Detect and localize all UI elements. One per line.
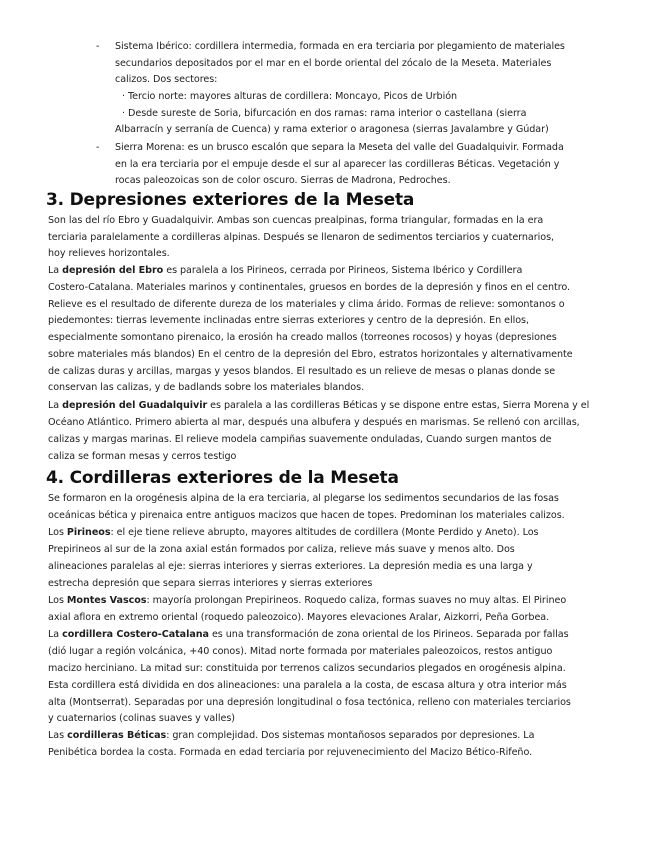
guadalquivir-term: depresión del Guadalquivir [62,400,208,411]
list-bullet: - [96,142,100,153]
pirineos-term: Pirineos [66,527,111,538]
pirineos-paragraph-line: estrecha depresión que separa sierras interiores y sierras exteriores [48,578,373,589]
guadalquivir-paragraph-line: caliza se forman mesas y cerros testigo [48,451,237,462]
section-4-heading: 4. Cordilleras exteriores de la Meseta [46,468,399,488]
guadalquivir-paragraph-line: Océano Atlántico. Primero abierta al mar, después una albufera y después en marismas. Se rellenó con arcillas, [48,417,580,428]
list-item-sierra-morena-line: en la era terciaria por el empuje desde el sur al aparecer las cordilleras Béticas. Vegetación y [115,159,560,170]
ebro-paragraph-line: piedemontes: tierras levemente inclinadas entre sierras exteriores y centro de la depresión. En ellos, [48,315,529,326]
guadalquivir-paragraph-first-line: La depresión del Guadalquivir es paralela a las cordilleras Béticas y se dispone entre estas, Sierra Morena y el [48,400,590,411]
catalana-paragraph-line: macizo herciniano. La mitad sur: constituida por terrenos calizos secundarios plegados en orogénesis alpina. [48,663,566,674]
section-4-intro-line: Se formaron en la orogénesis alpina de la era terciaria, al plegarse los sedimentos secundarios de las fosas [48,493,559,504]
section-3-intro-line: hoy relieves horizontales. [48,248,170,259]
sub-item-tercio-norte: · Tercio norte: mayores alturas de cordillera: Moncayo, Picos de Urbión [122,91,458,102]
ebro-paragraph-line: sobre materiales más blandos) En el centro de la depresión del Ebro, estratos horizontales y alternativamente [48,349,573,360]
vascos-paragraph-first-line: Los Montes Vascos: mayoría prolongan Prepirineos. Roquedo caliza, formas suaves no muy altas. El Pirineo [48,595,567,606]
catalana-paragraph-first-line: La cordillera Costero-Catalana es una transformación de zona oriental de los Pirineos. Separada por fallas [48,629,569,640]
beticas-paragraph-first-line: Las cordilleras Béticas: gran complejidad. Dos sistemas montañosos separados por depresiones. La [48,730,535,741]
ebro-paragraph-first-line: La depresión del Ebro es paralela a los Pirineos, cerrada por Pirineos, Sistema Ibérico y Cordillera [48,265,523,276]
ebro-paragraph-line: conservan las calizas, y de badlands sobre los materiales blandos. [48,382,365,393]
ebro-term: depresión del Ebro [62,265,164,276]
ebro-paragraph-line: Relieve es el resultado de diferente dureza de los materiales y clima árido. Formas de relieve: somontanos o [48,299,565,310]
beticas-term: cordilleras Béticas [67,730,167,741]
sub-item-soria-cont: Albarracín y serranía de Cuenca) y rama exterior o aragonesa (sierras Javalambre y Gúdar) [115,124,549,135]
list-item-sistema-iberico-line: secundarios depositados por el mar en el borde oriental del zócalo de la Meseta. Materiales [115,58,552,69]
section-4-intro-line: oceánicas bética y pirenaica entre antiguos macizos que hacen de topes. Predominan los materiales calizos. [48,510,565,521]
vascos-term: Montes Vascos [66,595,147,606]
catalana-paragraph-line: Esta cordillera está dividida en dos alineaciones: una paralela a la costa, de escasa altura y otra interior más [48,680,567,691]
ebro-paragraph-line: Costero-Catalana. Materiales marinos y continentales, gruesos en bordes de la depresión y finos en el centro. [48,282,571,293]
guadalquivir-paragraph-line: calizas y margas marinas. El relieve modela campiñas suavemente onduladas, Cuando surgen mantos de [48,434,552,445]
catalana-paragraph-line: (dió lugar a región volcánica, +40 conos). Mitad norte formada por materiales paleozoicos, restos antiguo [48,646,553,657]
catalana-term: cordillera Costero-Catalana [62,629,209,640]
vascos-paragraph-line: axial aflora en extremo oriental (roquedo paleozoico). Mayores elevaciones Aralar, Aizkorri, Peña Gorbea. [48,612,550,623]
list-item-sistema-iberico-line: Sistema Ibérico: cordillera intermedia, formada en era terciaria por plegamiento de materiales [115,41,565,52]
list-item-sierra-morena-line: Sierra Morena: es un brusco escalón que separa la Meseta del valle del Guadalquivir. Formada [115,142,564,153]
sub-item-soria: · Desde sureste de Soria, bifurcación en dos ramas: rama interior o castellana (sierra [122,108,527,119]
beticas-paragraph-line: Penibética bordea la costa. Formada en edad terciaria por rejuvenecimiento del Macizo Bético-Rifeño. [48,747,533,758]
catalana-paragraph-line: y cuaternarios (colinas suaves y valles) [48,713,235,724]
pirineos-paragraph-first-line: Los Pirineos: el eje tiene relieve abrupto, mayores altitudes de cordillera (Monte Perdido y Aneto). Los [48,527,539,538]
section-3-heading: 3. Depresiones exteriores de la Meseta [46,190,415,210]
list-item-sierra-morena-line: rocas paleozoicas son de color oscuro. Sierras de Madrona, Pedroches. [115,175,451,186]
list-bullet: - [96,41,100,52]
catalana-paragraph-line: alta (Montserrat). Separadas por una depresión longitudinal o fosa tectónica, relleno con materiales terciarios [48,697,571,708]
section-3-intro-line: terciaria paralelamente a cordilleras alpinas. Después se llenaron de sedimentos terciarios y cuaternarios, [48,232,555,243]
pirineos-paragraph-line: Prepirineos al sur de la zona axial están formados por caliza, relieve más suave y menos alto. Dos [48,544,515,555]
ebro-paragraph-line: de calizas duras y arcillas, margas y yesos blandos. El resultado es un relieve de mesas o planas donde se [48,366,556,377]
pirineos-paragraph-line: alineaciones paralelas al eje: sierras interiores y sierras exteriores. La depresión media es una larga y [48,561,533,572]
section-3-intro-line: Son las del río Ebro y Guadalquivir. Ambas son cuencas prealpinas, forma triangular, formadas en la era [48,215,544,226]
ebro-paragraph-line: especialmente somontano pirenaico, la erosión ha creado mallos (torreones rocosos) y hoyas (depresiones [48,332,557,343]
list-item-sistema-iberico-line: calizos. Dos sectores: [115,74,218,85]
